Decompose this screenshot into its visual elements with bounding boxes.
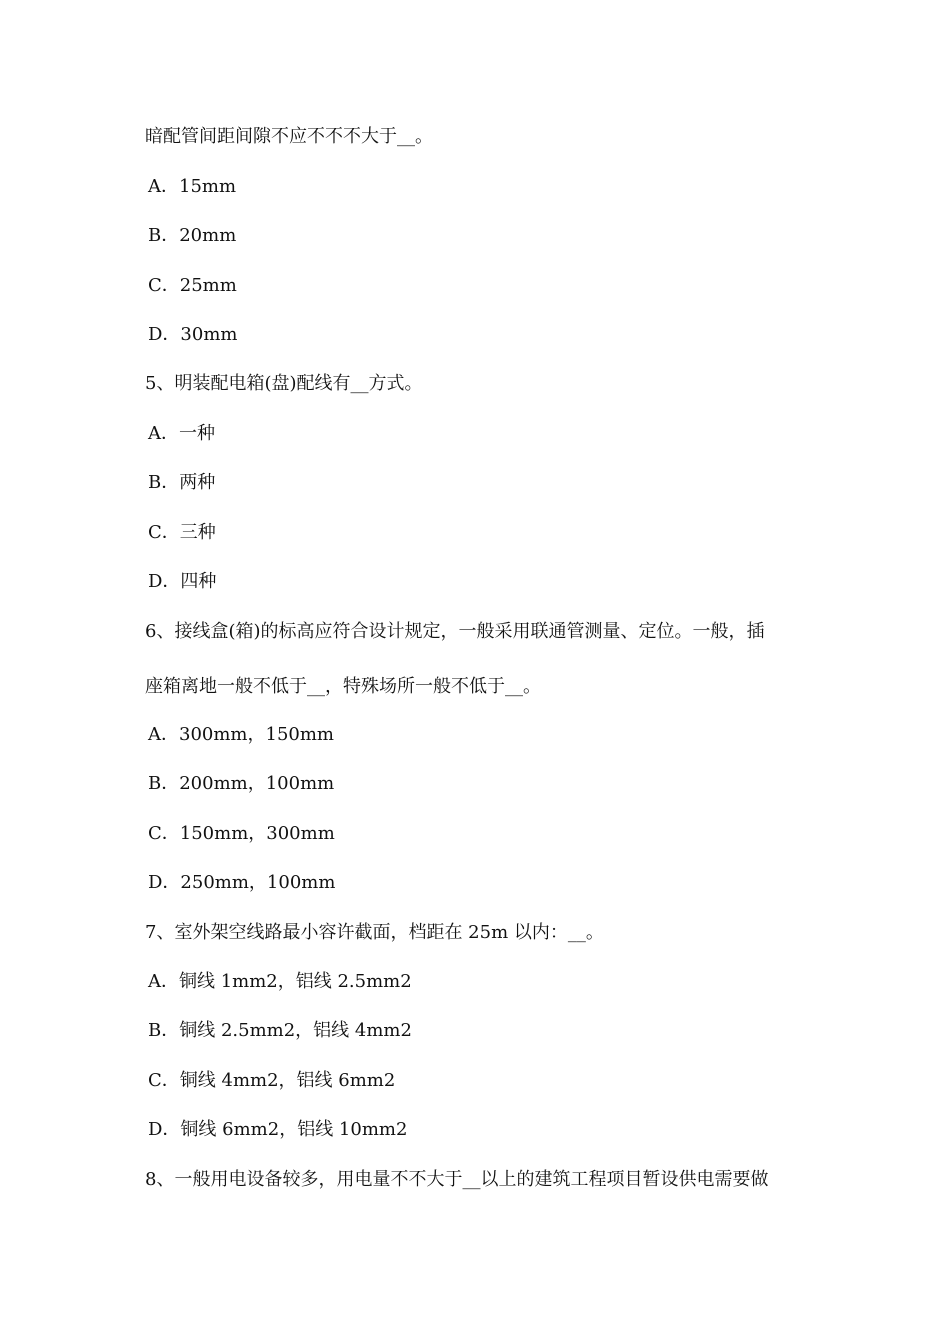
question-stem: 7、室外架空线路最小容许截面，档距在 25m 以内：__。 xyxy=(145,922,604,943)
answer-option: D．铜线 6mm2，铝线 10mm2 xyxy=(148,1119,408,1140)
question-stem-continued: 座箱离地一般不低于__，特殊场所一般不低于__。 xyxy=(145,676,541,697)
question-stem: 6、接线盒(箱)的标高应符合设计规定，一般采用联通管测量、定位。一般，插 xyxy=(145,621,765,642)
answer-option: D．四种 xyxy=(148,571,217,592)
answer-option: A．300mm，150mm xyxy=(148,724,334,745)
answer-option: B．200mm，100mm xyxy=(148,773,335,794)
answer-option: D．250mm，100mm xyxy=(148,872,336,893)
question-stem: 5、明装配电箱(盘)配线有__方式。 xyxy=(145,373,423,394)
answer-option: B．两种 xyxy=(148,472,216,493)
answer-option: C．25mm xyxy=(148,275,237,296)
answer-option: C．150mm，300mm xyxy=(148,823,335,844)
answer-option: C．三种 xyxy=(148,522,216,543)
answer-option: A．铜线 1mm2，铝线 2.5mm2 xyxy=(148,971,412,992)
answer-option: D．30mm xyxy=(148,324,238,345)
question-stem: 暗配管间距间隙不应不不不大于__。 xyxy=(145,126,433,147)
answer-option: B．20mm xyxy=(148,225,237,246)
question-stem: 8、一般用电设备较多，用电量不不大于__以上的建筑工程项目暂设供电需要做 xyxy=(145,1169,769,1190)
answer-option: C．铜线 4mm2，铝线 6mm2 xyxy=(148,1070,396,1091)
answer-option: A．15mm xyxy=(148,176,237,197)
answer-option: B．铜线 2.5mm2，铝线 4mm2 xyxy=(148,1020,412,1041)
answer-option: A．一种 xyxy=(148,423,215,444)
